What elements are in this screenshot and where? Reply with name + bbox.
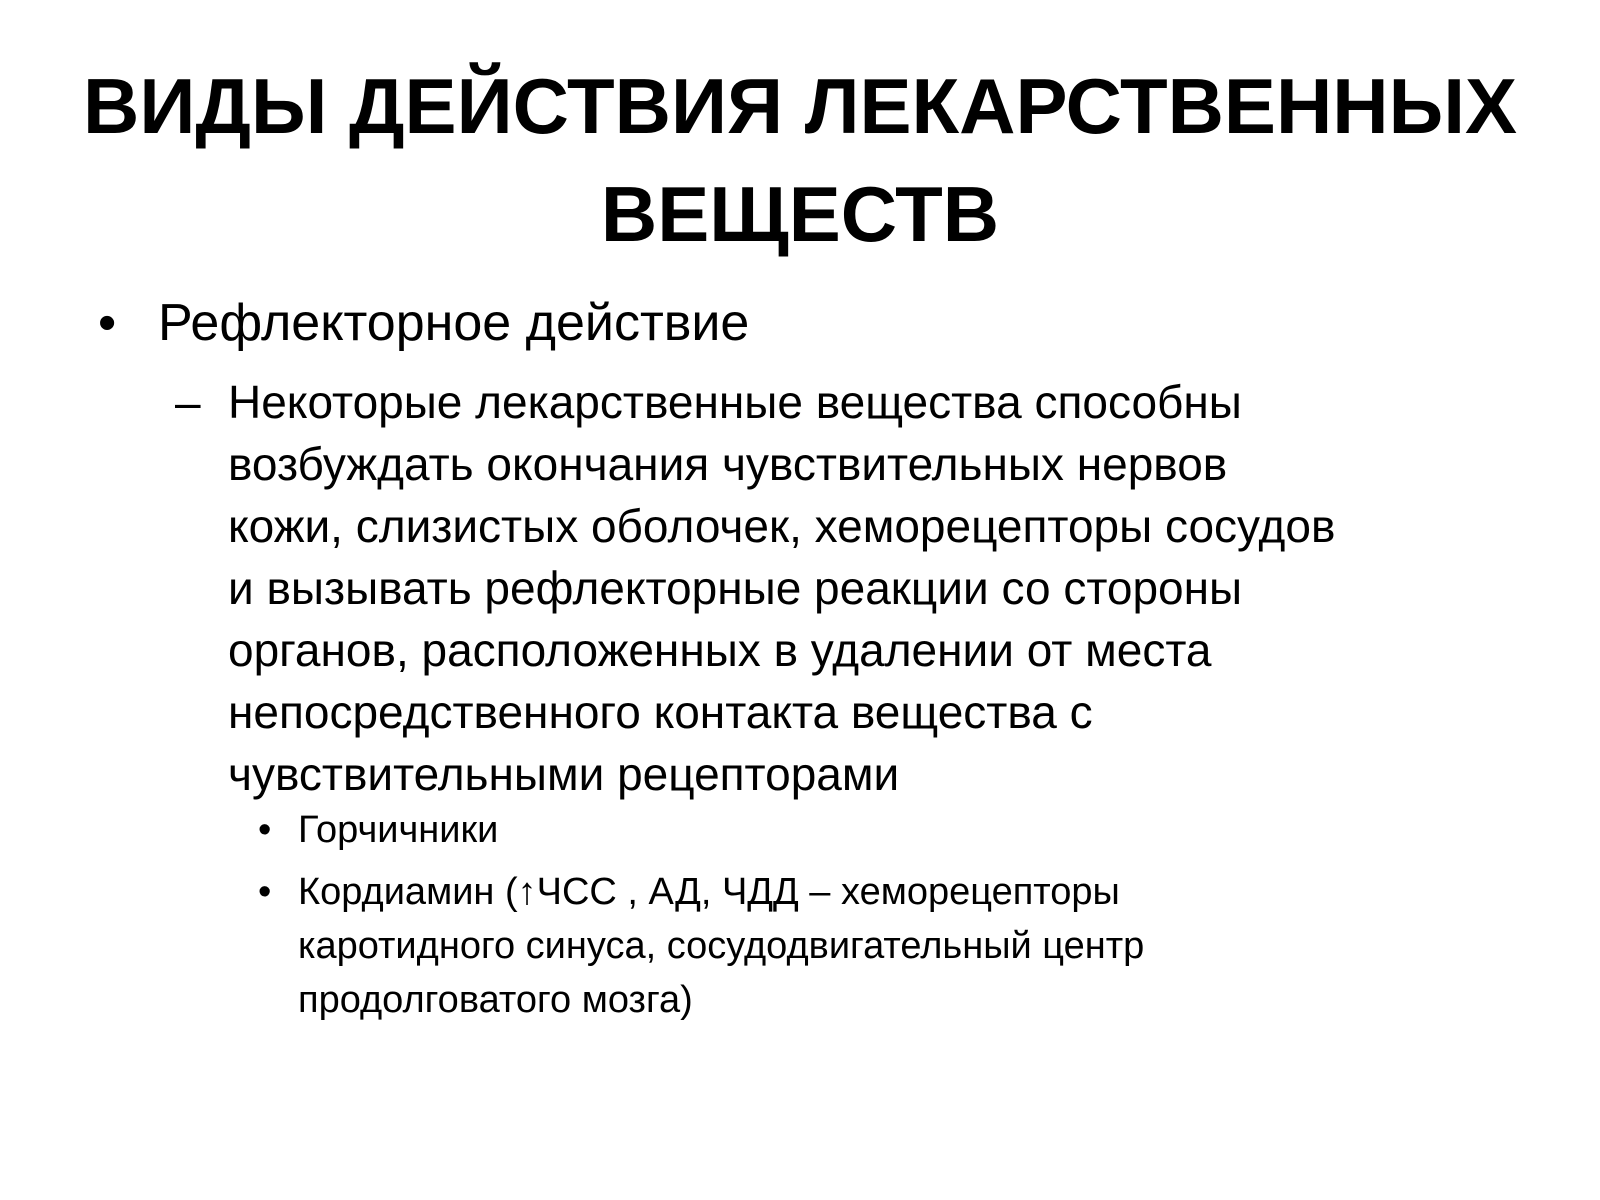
dash-marker: –	[175, 376, 201, 428]
text-line: непосредственного контакта вещества с	[228, 686, 1093, 738]
sub-bullet-description	[228, 371, 1558, 805]
text-line: Кордиамин (↑ЧСС , АД, ЧДД – хеморецепторы	[298, 871, 1120, 913]
text-line: Горчичники	[298, 809, 499, 851]
slide-title: ВИДЫ ДЕЙСТВИЯ ЛЕКАРСТВЕННЫХ ВЕЩЕСТВ	[82, 62, 1517, 258]
bullet-marker: •	[258, 809, 272, 851]
text-line: чувствительными рецепторами	[228, 748, 900, 800]
bullet-marker: •	[258, 871, 272, 913]
bullet-marker: •	[98, 294, 117, 352]
text-line: каротидного синуса, сосудодвигательный центр	[298, 925, 1145, 967]
text-line: Некоторые лекарственные вещества способны	[228, 376, 1242, 428]
example-cordiamine	[298, 865, 1538, 1027]
text-line: кожи, слизистых оболочек, хеморецепторы сосудов	[228, 500, 1336, 552]
example-mustard-plasters	[298, 803, 1538, 857]
text-line: возбуждать окончания чувствительных нервов	[228, 438, 1228, 490]
text-line: органов, расположенных в удалении от места	[228, 624, 1212, 676]
text-line: продолговатого мозга)	[298, 979, 693, 1021]
bullet-reflex-action: Рефлекторное действие	[158, 294, 750, 352]
text-line: и вызывать рефлекторные реакции со стороны	[228, 562, 1243, 614]
